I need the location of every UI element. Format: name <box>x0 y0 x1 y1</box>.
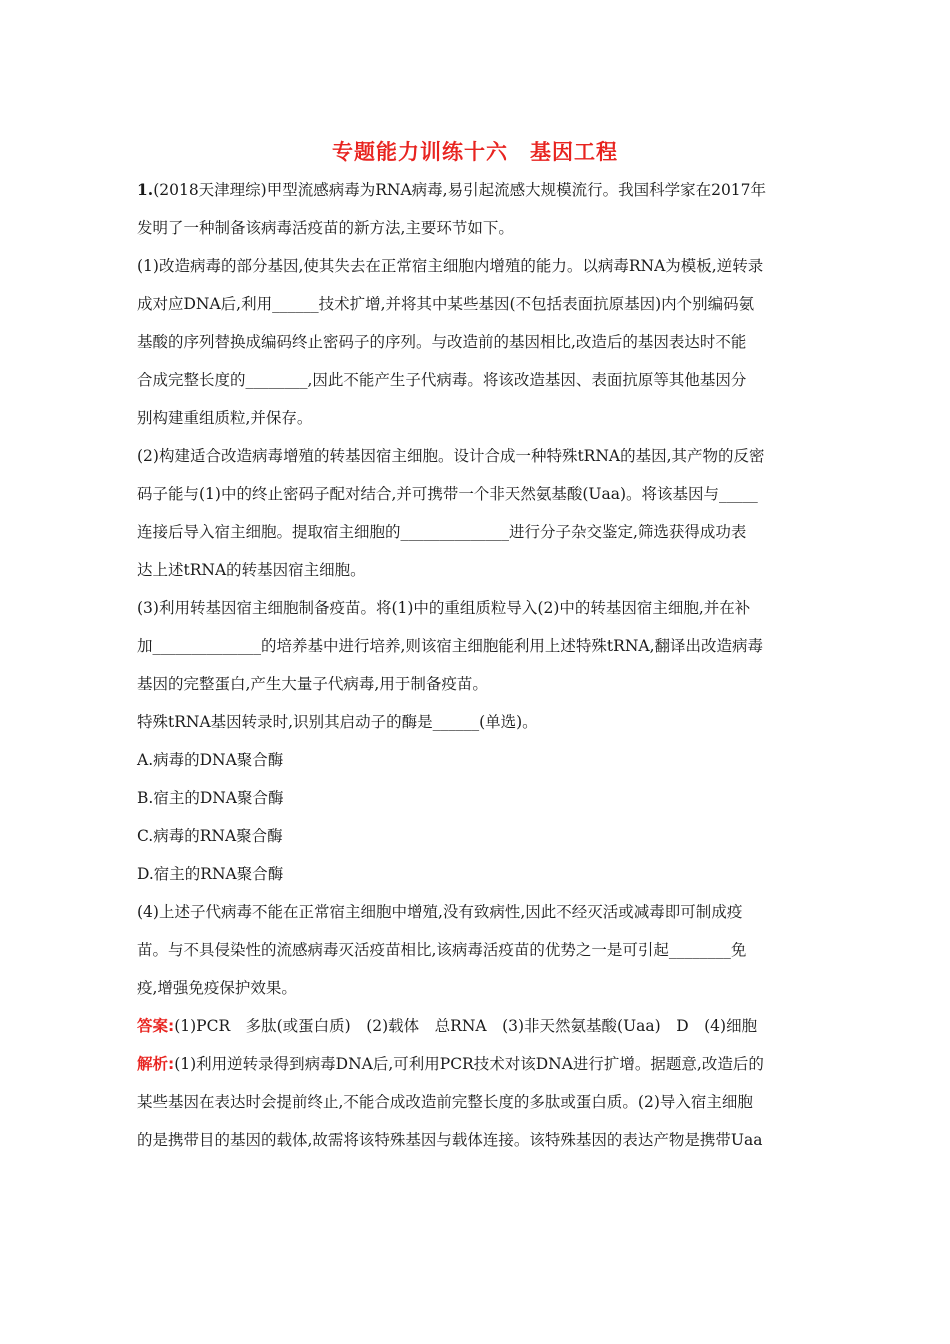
question-line: 特殊tRNA基因转录时,识别其启动子的酶是______(单选)。 <box>137 713 538 731</box>
question-line: 基酸的序列替换成编码终止密码子的序列。与改造前的基因相比,改造后的基因表达时不能 <box>137 333 747 351</box>
question-line: 别构建重组质粒,并保存。 <box>137 409 313 427</box>
question-number: 1. <box>137 180 154 199</box>
question-line: 发明了一种制备该病毒活疫苗的新方法,主要环节如下。 <box>137 219 514 237</box>
question-line: 成对应DNA后,利用______技术扩增,并将其中某些基因(不包括表面抗原基因)内个别编码氨 <box>137 295 755 313</box>
answer-text: (1)PCR 多肽(或蛋白质) (2)载体 总RNA (3)非天然氨基酸(Uaa) D (4)细胞 <box>174 1017 758 1035</box>
analysis-label: 解析: <box>137 1055 175 1073</box>
question-line: (1)改造病毒的部分基因,使其失去在正常宿主细胞内增殖的能力。以病毒RNA为模板,逆转录 <box>137 257 764 275</box>
question-line: 苗。与不具侵染性的流感病毒灭活疫苗相比,该病毒活疫苗的优势之一是可引起________免 <box>137 941 747 959</box>
question-line: (3)利用转基因宿主细胞制备疫苗。将(1)中的重组质粒导入(2)中的转基因宿主细胞,并在补 <box>137 599 751 617</box>
option-b: B.宿主的DNA聚合酶 <box>137 789 284 807</box>
question-text: (2018天津理综)甲型流感病毒为RNA病毒,易引起流感大规模流行。我国科学家在2017年 <box>153 181 767 199</box>
question-line: 码子能与(1)中的终止密码子配对结合,并可携带一个非天然氨基酸(Uaa)。将该基因与_____ <box>137 485 758 503</box>
question-line: 基因的完整蛋白,产生大量子代病毒,用于制备疫苗。 <box>137 675 488 693</box>
question-line: 疫,增强免疫保护效果。 <box>137 979 297 997</box>
question-line: 加______________的培养基中进行培养,则该宿主细胞能利用上述特殊tRNA,翻译出改造病毒 <box>137 637 764 655</box>
question-line: 合成完整长度的________,因此不能产生子代病毒。将该改造基因、表面抗原等其他基因分 <box>137 371 747 389</box>
page-title: 专题能力训练十六 基因工程 <box>332 140 618 164</box>
answer-label: 答案: <box>137 1017 175 1035</box>
analysis-line: 某些基因在表达时会提前终止,不能合成改造前完整长度的多肽或蛋白质。(2)导入宿主细胞 <box>137 1093 753 1111</box>
option-a: A.病毒的DNA聚合酶 <box>137 751 284 769</box>
question-line: (2)构建适合改造病毒增殖的转基因宿主细胞。设计合成一种特殊tRNA的基因,其产物的反密 <box>137 447 765 465</box>
question-line: 达上述tRNA的转基因宿主细胞。 <box>137 561 366 579</box>
question-line: (4)上述子代病毒不能在正常宿主细胞中增殖,没有致病性,因此不经灭活或减毒即可制成疫 <box>137 903 743 921</box>
answer-line <box>137 1016 757 1036</box>
analysis-text: (1)利用逆转录得到病毒DNA后,可利用PCR技术对该DNA进行扩增。据题意,改造后的 <box>174 1055 764 1073</box>
option-d: D.宿主的RNA聚合酶 <box>137 865 284 883</box>
question-line <box>137 180 766 200</box>
option-c: C.病毒的RNA聚合酶 <box>137 827 283 845</box>
analysis-line <box>137 1054 764 1074</box>
analysis-line: 的是携带目的基因的载体,故需将该特殊基因与载体连接。该特殊基因的表达产物是携带Uaa <box>137 1131 763 1149</box>
question-line: 连接后导入宿主细胞。提取宿主细胞的______________进行分子杂交鉴定,筛选获得成功表 <box>137 523 747 541</box>
